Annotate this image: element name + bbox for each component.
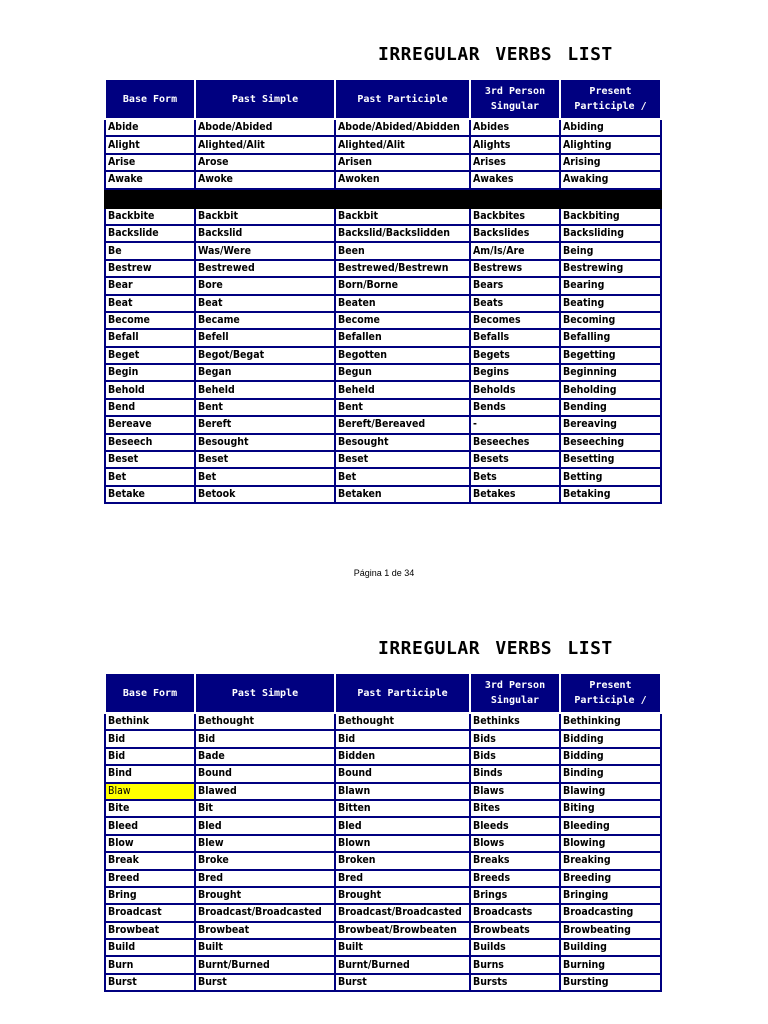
past-simple-cell: Beat: [195, 295, 335, 312]
verbs-table: [104, 672, 662, 992]
table-row: [105, 486, 661, 503]
base-form-cell: Breed: [105, 870, 195, 887]
third-person-cell: Breaks: [470, 852, 560, 869]
past-participle-cell: Arisen: [335, 154, 470, 171]
past-simple-cell: Backbit: [195, 208, 335, 225]
table-row: [105, 277, 661, 294]
third-person-cell: Abides: [470, 119, 560, 136]
table-row: [105, 800, 661, 817]
past-participle-cell: Bereft/Bereaved: [335, 416, 470, 433]
past-simple-cell: Bound: [195, 765, 335, 782]
past-simple-cell: Began: [195, 364, 335, 381]
table-row: [105, 381, 661, 398]
base-form-cell: Alight: [105, 136, 195, 153]
past-participle-cell: Alighted/Alit: [335, 136, 470, 153]
table-row: [105, 817, 661, 834]
table-row: [105, 260, 661, 277]
base-form-cell: Arise: [105, 154, 195, 171]
table-row: [105, 154, 661, 171]
table-header-row: [105, 79, 661, 119]
past-participle-cell: Bled: [335, 817, 470, 834]
past-simple-cell: Backslid: [195, 225, 335, 242]
document-page-2: [0, 594, 768, 1024]
base-form-cell: Burst: [105, 974, 195, 991]
base-form-cell: Become: [105, 312, 195, 329]
third-person-cell: Begins: [470, 364, 560, 381]
base-form-cell: Bleed: [105, 817, 195, 834]
third-person-cell: Arises: [470, 154, 560, 171]
present-participle-cell: Bidding: [560, 730, 661, 747]
present-participle-cell: Blawing: [560, 783, 661, 800]
past-participle-cell: Bidden: [335, 748, 470, 765]
past-simple-cell: Bereft: [195, 416, 335, 433]
table-row: [105, 887, 661, 904]
base-form-cell: Bethink: [105, 713, 195, 730]
past-participle-cell: Bitten: [335, 800, 470, 817]
third-person-cell: Bets: [470, 468, 560, 485]
third-person-cell: Breeds: [470, 870, 560, 887]
past-participle-cell: Besought: [335, 434, 470, 451]
base-form-cell: Browbeat: [105, 922, 195, 939]
table-row: [105, 748, 661, 765]
past-participle-cell: Befallen: [335, 329, 470, 346]
third-person-cell: Bends: [470, 399, 560, 416]
third-person-cell: Blows: [470, 835, 560, 852]
present-participle-cell: Breaking: [560, 852, 661, 869]
past-participle-cell: Backslid/Backslidden: [335, 225, 470, 242]
past-simple-cell: Abode/Abided: [195, 119, 335, 136]
past-simple-cell: Broadcast/Broadcasted: [195, 904, 335, 921]
third-person-cell: Beholds: [470, 381, 560, 398]
past-simple-cell: Beheld: [195, 381, 335, 398]
table-row: [105, 225, 661, 242]
present-participle-cell: Blowing: [560, 835, 661, 852]
past-simple-cell: Broke: [195, 852, 335, 869]
header-past-simple: Past Simple: [195, 673, 335, 713]
past-participle-cell: Abode/Abided/Abidden: [335, 119, 470, 136]
third-person-cell: Awakes: [470, 171, 560, 188]
base-form-cell: Backslide: [105, 225, 195, 242]
present-participle-cell: Building: [560, 939, 661, 956]
past-simple-cell: Blew: [195, 835, 335, 852]
past-simple-cell: Bade: [195, 748, 335, 765]
third-person-cell: Brings: [470, 887, 560, 904]
past-participle-cell: Bent: [335, 399, 470, 416]
past-simple-cell: Bent: [195, 399, 335, 416]
third-person-cell: Befalls: [470, 329, 560, 346]
table-row: [105, 904, 661, 921]
table-row: [105, 399, 661, 416]
third-person-cell: Bleeds: [470, 817, 560, 834]
present-participle-cell: Bearing: [560, 277, 661, 294]
third-person-cell: Becomes: [470, 312, 560, 329]
present-participle-cell: Biting: [560, 800, 661, 817]
past-simple-cell: Bethought: [195, 713, 335, 730]
table-row: [105, 295, 661, 312]
past-participle-cell: Bred: [335, 870, 470, 887]
base-form-cell: Bring: [105, 887, 195, 904]
present-participle-cell: Bending: [560, 399, 661, 416]
third-person-cell: Alights: [470, 136, 560, 153]
present-participle-cell: Beholding: [560, 381, 661, 398]
past-participle-cell: Awoken: [335, 171, 470, 188]
past-participle-cell: Burnt/Burned: [335, 956, 470, 973]
third-person-cell: -: [470, 416, 560, 433]
past-participle-cell: Browbeat/Browbeaten: [335, 922, 470, 939]
present-participle-cell: Arising: [560, 154, 661, 171]
present-participle-cell: Befalling: [560, 329, 661, 346]
table-row: [105, 922, 661, 939]
base-form-cell: Be: [105, 242, 195, 259]
present-participle-cell: Bidding: [560, 748, 661, 765]
base-form-cell: Build: [105, 939, 195, 956]
third-person-cell: Begets: [470, 347, 560, 364]
past-simple-cell: Bit: [195, 800, 335, 817]
present-participle-cell: Bereaving: [560, 416, 661, 433]
third-person-cell: Burns: [470, 956, 560, 973]
header-third-person: 3rd Person Singular: [470, 673, 560, 713]
past-simple-cell: Browbeat: [195, 922, 335, 939]
present-participle-cell: Burning: [560, 956, 661, 973]
past-participle-cell: Beset: [335, 451, 470, 468]
past-participle-cell: Bethought: [335, 713, 470, 730]
base-form-cell: Backbite: [105, 208, 195, 225]
third-person-cell: Bears: [470, 277, 560, 294]
table-row: [105, 468, 661, 485]
past-simple-cell: Blawed: [195, 783, 335, 800]
base-form-cell: Bend: [105, 399, 195, 416]
present-participle-cell: Abiding: [560, 119, 661, 136]
present-participle-cell: Backsliding: [560, 225, 661, 242]
past-simple-cell: Bid: [195, 730, 335, 747]
table-row: [105, 416, 661, 433]
present-participle-cell: Browbeating: [560, 922, 661, 939]
past-participle-cell: Blown: [335, 835, 470, 852]
third-person-cell: Binds: [470, 765, 560, 782]
base-form-cell: Break: [105, 852, 195, 869]
present-participle-cell: Bestrewing: [560, 260, 661, 277]
base-form-cell: Behold: [105, 381, 195, 398]
base-form-cell: Awake: [105, 171, 195, 188]
past-participle-cell: Beaten: [335, 295, 470, 312]
third-person-cell: Betakes: [470, 486, 560, 503]
page-footer: Página 1 de 34: [353, 568, 415, 578]
base-form-cell: Bind: [105, 765, 195, 782]
third-person-cell: Beats: [470, 295, 560, 312]
table-row: [105, 730, 661, 747]
base-form-cell: Blaw: [105, 783, 195, 800]
present-participle-cell: Awaking: [560, 171, 661, 188]
past-simple-cell: Became: [195, 312, 335, 329]
present-participle-cell: Binding: [560, 765, 661, 782]
present-participle-cell: Beating: [560, 295, 661, 312]
past-participle-cell: Bestrewed/Bestrewn: [335, 260, 470, 277]
base-form-cell: Bereave: [105, 416, 195, 433]
past-participle-cell: Brought: [335, 887, 470, 904]
base-form-cell: Bite: [105, 800, 195, 817]
present-participle-cell: [560, 189, 661, 208]
present-participle-cell: Beseeching: [560, 434, 661, 451]
third-person-cell: Besets: [470, 451, 560, 468]
past-simple-cell: Bet: [195, 468, 335, 485]
third-person-cell: Bursts: [470, 974, 560, 991]
past-participle-cell: Betaken: [335, 486, 470, 503]
present-participle-cell: Bursting: [560, 974, 661, 991]
table-row: [105, 783, 661, 800]
table-row: [105, 208, 661, 225]
past-participle-cell: Backbit: [335, 208, 470, 225]
base-form-cell: Abide: [105, 119, 195, 136]
header-past-participle: Past Participle: [335, 79, 470, 119]
base-form-cell: Broadcast: [105, 904, 195, 921]
third-person-cell: Blaws: [470, 783, 560, 800]
base-form-cell: Blow: [105, 835, 195, 852]
base-form-cell: Betake: [105, 486, 195, 503]
base-form-cell: Burn: [105, 956, 195, 973]
third-person-cell: Backbites: [470, 208, 560, 225]
present-participle-cell: Broadcasting: [560, 904, 661, 921]
base-form-cell: [105, 189, 195, 208]
present-participle-cell: Being: [560, 242, 661, 259]
past-simple-cell: Betook: [195, 486, 335, 503]
table-row: [105, 974, 661, 991]
present-participle-cell: Besetting: [560, 451, 661, 468]
table-body: [105, 713, 661, 991]
past-simple-cell: Besought: [195, 434, 335, 451]
third-person-cell: Bethinks: [470, 713, 560, 730]
present-participle-cell: Becoming: [560, 312, 661, 329]
past-participle-cell: Born/Borne: [335, 277, 470, 294]
third-person-cell: Browbeats: [470, 922, 560, 939]
past-participle-cell: Bet: [335, 468, 470, 485]
present-participle-cell: Betting: [560, 468, 661, 485]
past-simple-cell: Beset: [195, 451, 335, 468]
header-third-person: 3rd Person Singular: [470, 79, 560, 119]
past-simple-cell: Bore: [195, 277, 335, 294]
verbs-table: [104, 78, 662, 504]
table-row: [105, 956, 661, 973]
present-participle-cell: Bringing: [560, 887, 661, 904]
table-row: [105, 434, 661, 451]
past-simple-cell: Befell: [195, 329, 335, 346]
third-person-cell: Am/Is/Are: [470, 242, 560, 259]
table-separator-row: [105, 189, 661, 208]
past-participle-cell: Beheld: [335, 381, 470, 398]
table-row: [105, 364, 661, 381]
past-simple-cell: Bled: [195, 817, 335, 834]
base-form-cell: Bid: [105, 748, 195, 765]
past-participle-cell: Burst: [335, 974, 470, 991]
third-person-cell: Bids: [470, 730, 560, 747]
base-form-cell: Beset: [105, 451, 195, 468]
past-participle-cell: Broken: [335, 852, 470, 869]
third-person-cell: Backslides: [470, 225, 560, 242]
base-form-cell: Beat: [105, 295, 195, 312]
past-participle-cell: Begun: [335, 364, 470, 381]
past-participle-cell: Become: [335, 312, 470, 329]
table-row: [105, 765, 661, 782]
present-participle-cell: Beginning: [560, 364, 661, 381]
past-simple-cell: Burnt/Burned: [195, 956, 335, 973]
third-person-cell: Broadcasts: [470, 904, 560, 921]
table-row: [105, 242, 661, 259]
third-person-cell: Bestrews: [470, 260, 560, 277]
base-form-cell: Bear: [105, 277, 195, 294]
base-form-cell: Befall: [105, 329, 195, 346]
past-simple-cell: Built: [195, 939, 335, 956]
base-form-cell: Beseech: [105, 434, 195, 451]
present-participle-cell: Bethinking: [560, 713, 661, 730]
table-row: [105, 451, 661, 468]
header-past-simple: Past Simple: [195, 79, 335, 119]
past-participle-cell: Broadcast/Broadcasted: [335, 904, 470, 921]
present-participle-cell: Begetting: [560, 347, 661, 364]
header-present-participle: Present Participle /: [560, 79, 661, 119]
past-participle-cell: Begotten: [335, 347, 470, 364]
past-participle-cell: [335, 189, 470, 208]
past-simple-cell: Was/Were: [195, 242, 335, 259]
past-participle-cell: Bound: [335, 765, 470, 782]
table-row: [105, 136, 661, 153]
present-participle-cell: Breeding: [560, 870, 661, 887]
past-simple-cell: Awoke: [195, 171, 335, 188]
past-simple-cell: Brought: [195, 887, 335, 904]
past-simple-cell: Burst: [195, 974, 335, 991]
table-row: [105, 939, 661, 956]
table-row: [105, 312, 661, 329]
table-row: [105, 852, 661, 869]
base-form-cell: Bet: [105, 468, 195, 485]
past-simple-cell: Bestrewed: [195, 260, 335, 277]
base-form-cell: Bestrew: [105, 260, 195, 277]
past-participle-cell: Bid: [335, 730, 470, 747]
present-participle-cell: Betaking: [560, 486, 661, 503]
page-title: IRREGULAR VERBS LIST: [378, 638, 613, 659]
table-row: [105, 119, 661, 136]
past-participle-cell: Built: [335, 939, 470, 956]
base-form-cell: Begin: [105, 364, 195, 381]
past-simple-cell: Alighted/Alit: [195, 136, 335, 153]
present-participle-cell: Bleeding: [560, 817, 661, 834]
third-person-cell: Bites: [470, 800, 560, 817]
table-row: [105, 870, 661, 887]
base-form-cell: Bid: [105, 730, 195, 747]
table-body: [105, 119, 661, 503]
table-row: [105, 835, 661, 852]
past-simple-cell: Arose: [195, 154, 335, 171]
third-person-cell: Builds: [470, 939, 560, 956]
present-participle-cell: Alighting: [560, 136, 661, 153]
table-row: [105, 713, 661, 730]
header-base-form: Base Form: [105, 673, 195, 713]
header-base-form: Base Form: [105, 79, 195, 119]
page-title: IRREGULAR VERBS LIST: [378, 44, 613, 65]
table-row: [105, 347, 661, 364]
third-person-cell: [470, 189, 560, 208]
table-header-row: [105, 673, 661, 713]
table-row: [105, 329, 661, 346]
present-participle-cell: Backbiting: [560, 208, 661, 225]
third-person-cell: Beseeches: [470, 434, 560, 451]
base-form-cell: Beget: [105, 347, 195, 364]
past-participle-cell: Been: [335, 242, 470, 259]
past-simple-cell: [195, 189, 335, 208]
past-simple-cell: Begot/Begat: [195, 347, 335, 364]
header-present-participle: Present Participle /: [560, 673, 661, 713]
past-participle-cell: Blawn: [335, 783, 470, 800]
past-simple-cell: Bred: [195, 870, 335, 887]
header-past-participle: Past Participle: [335, 673, 470, 713]
third-person-cell: Bids: [470, 748, 560, 765]
table-row: [105, 171, 661, 188]
